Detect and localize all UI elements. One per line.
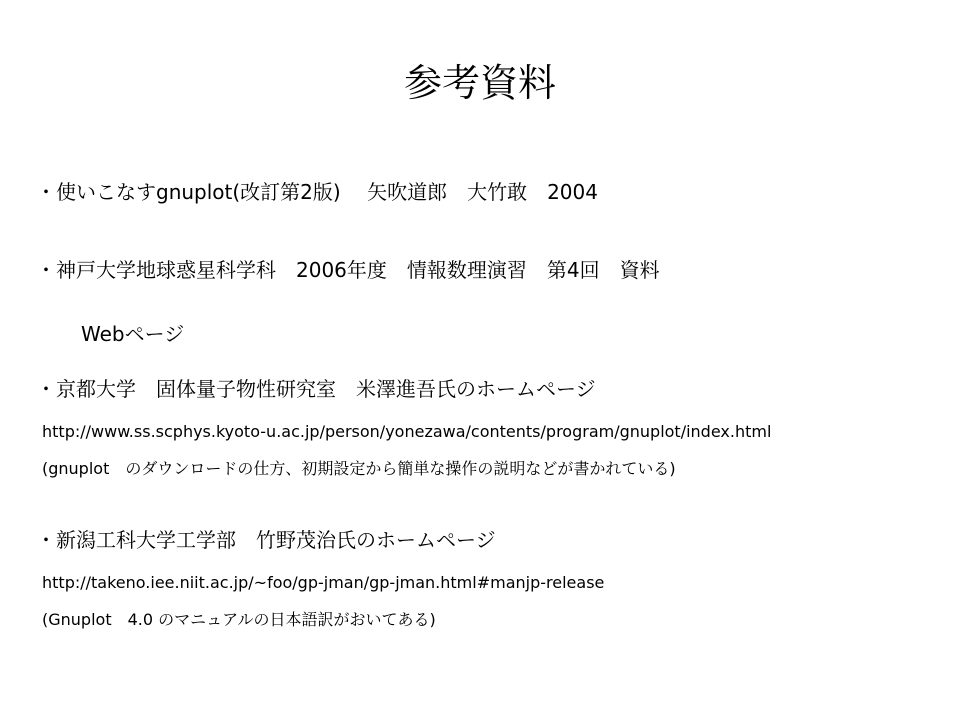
web-pages-heading: Webページ bbox=[81, 322, 185, 346]
reference-book: ・使いこなすgnuplot(改訂第2版) 矢吹道郎 大竹敢 2004 bbox=[36, 180, 598, 204]
slide-title: 参考資料 bbox=[403, 61, 556, 105]
web-page-kyoto-url[interactable]: http://www.ss.scphys.kyoto-u.ac.jp/person/yonezawa/contents/program/gnuplot/index.html bbox=[42, 422, 772, 441]
web-page-kyoto-name: ・京都大学 固体量子物性研究室 米澤進吾氏のホームページ bbox=[36, 377, 596, 401]
reference-course-material: ・神戸大学地球惑星科学科 2006年度 情報数理演習 第4回 資料 bbox=[36, 258, 660, 282]
web-page-niigata-name: ・新潟工科大学工学部 竹野茂治氏のホームページ bbox=[36, 528, 496, 552]
web-page-niigata-note: (Gnuplot 4.0 のマニュアルの日本語訳がおいてある) bbox=[42, 610, 436, 629]
web-page-niigata-url[interactable]: http://takeno.iee.niit.ac.jp/~foo/gp-jman/gp-jman.html#manjp-release bbox=[42, 573, 605, 592]
web-page-kyoto-note: (gnuplot のダウンロードの仕方、初期設定から簡単な操作の説明などが書かれている) bbox=[42, 459, 676, 478]
